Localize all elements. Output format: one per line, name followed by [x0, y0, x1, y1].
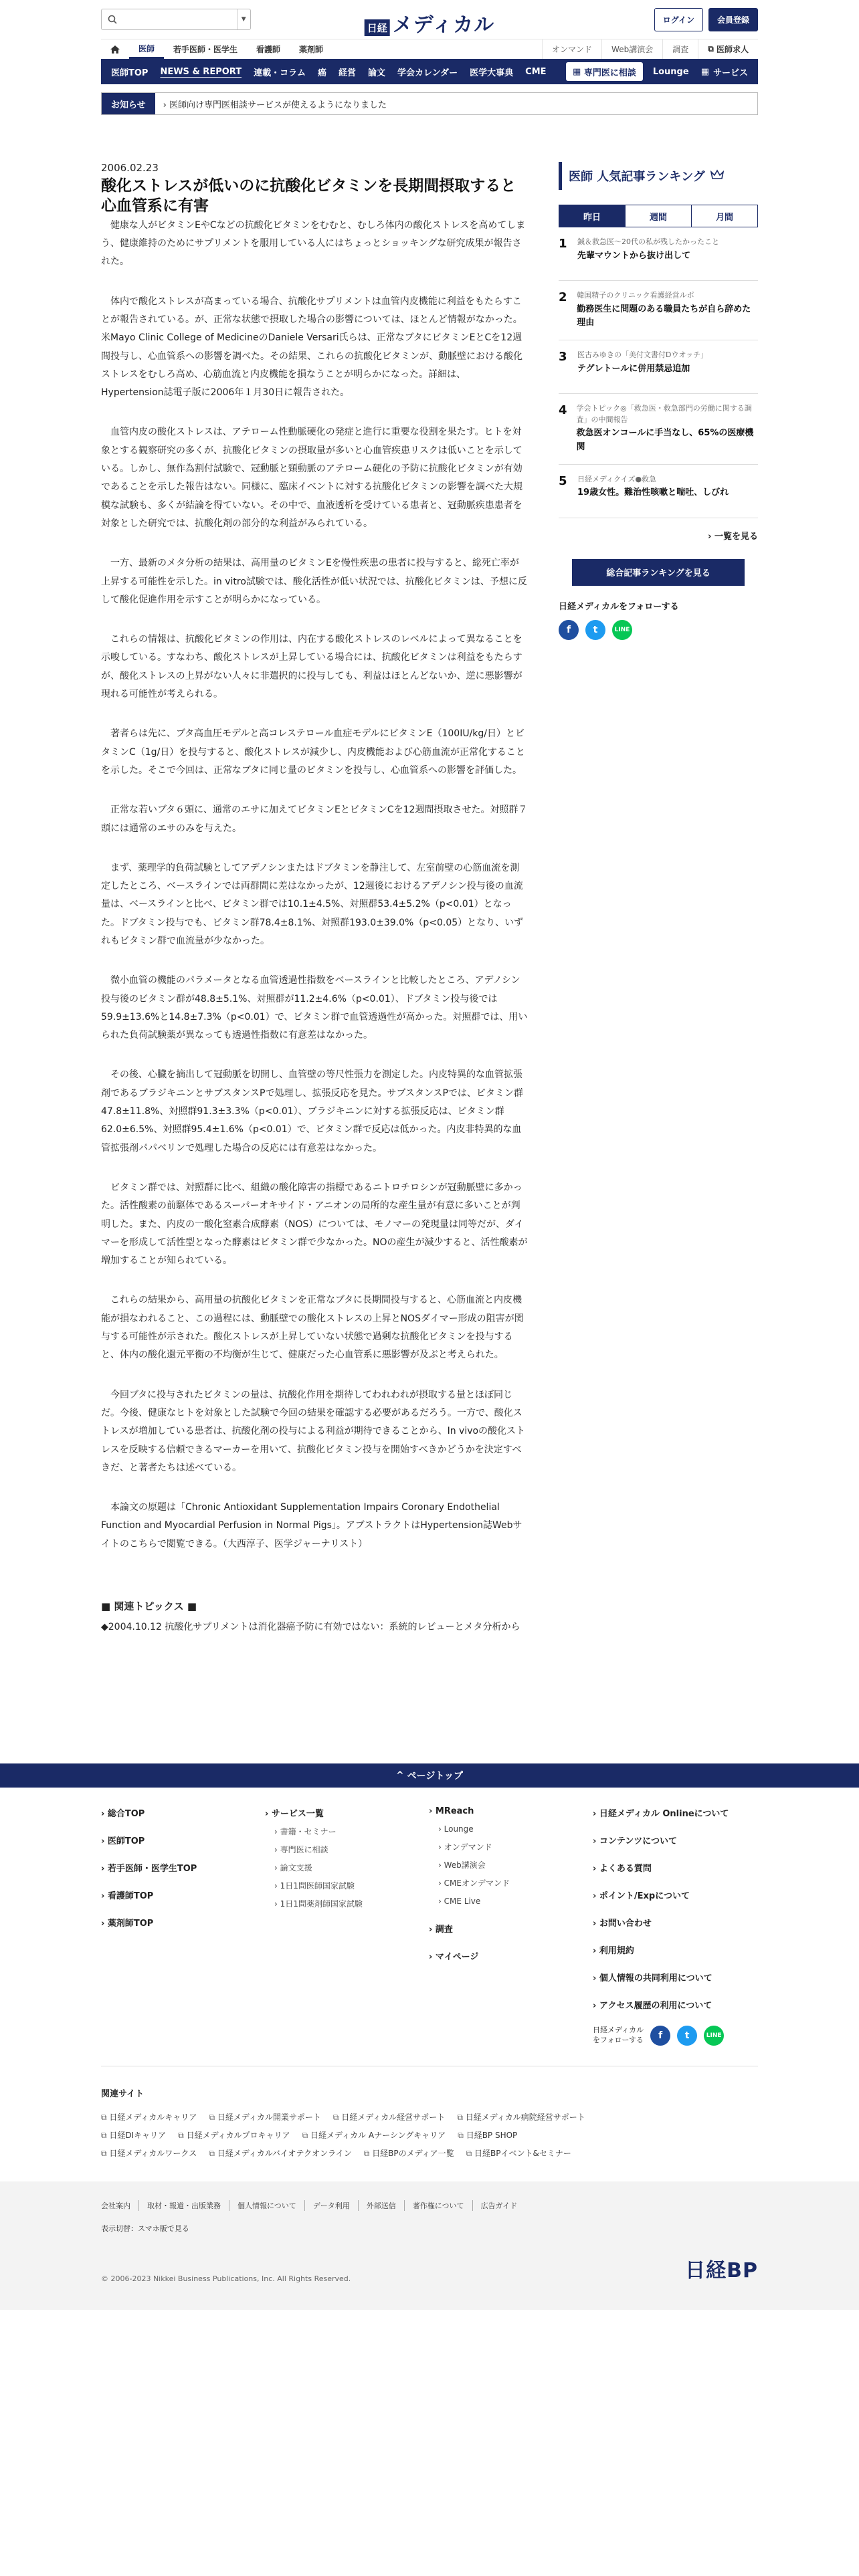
- search-icon[interactable]: [102, 15, 123, 24]
- tab-monthly[interactable]: 月間: [691, 205, 757, 227]
- footer-mreach-link[interactable]: › Lounge: [438, 1823, 593, 1836]
- footer-top-link[interactable]: › 医師TOP: [101, 1834, 265, 1846]
- sub-nav: [101, 59, 758, 84]
- external-link-icon: ⧉: [708, 44, 717, 53]
- article-paragraph: まず、薬理学的負荷試験としてアデノシンまたはドブタミンを静注して、左室前壁の心筋血流を測定したところ、ベースラインでは両群間に差はなかったが、12週後におけるアデノシン投与後の血流量は、ベースラインと比べ、ビタミン群では10.1±4.5%、対照群53.4±5.2%（p<0.01）となった。ドブタミン投与でも、ビタミン群78.4±8.1%、対照群193.0±39.0%（p<0.05）となり、いずれもビタミン群で血流量が少なかった。: [101, 862, 524, 946]
- notice-label: お知らせ: [102, 93, 155, 114]
- footer-bottom-link[interactable]: 著作権について: [404, 2200, 472, 2211]
- login-button[interactable]: ログイン: [654, 8, 703, 31]
- footer-service-link[interactable]: › 書籍・セミナー: [274, 1826, 429, 1838]
- subnav-cme[interactable]: CME: [525, 66, 547, 77]
- footer-info-link[interactable]: › よくある質問: [593, 1861, 757, 1874]
- related-title: ■ 関連トピックス ■: [101, 1600, 197, 1612]
- related-site-link[interactable]: ⧉ 日経メディカル経営サポート: [333, 2111, 445, 2123]
- related-sites-row-1: [101, 2111, 758, 2123]
- footer-info-link[interactable]: › コンテンツについて: [593, 1834, 757, 1846]
- ranking-title-text: 医師 人気記事ランキング: [569, 170, 705, 184]
- search-box[interactable]: [101, 9, 251, 30]
- ranking-series: 学会トピック◎「救急医・救急部門の労働に関する調査」の中間報告: [576, 404, 752, 424]
- article-paragraph: その後、心臓を摘出して冠動脈を切開し、血管壁の等尺性張力を測定した。内皮特異的な血管拡張剤であるブラジキニンとサブスタンスPで処理し、拡張反応を見た。サブスタンスPでは、ビタミン群47.8±11.8%、対照群91.3±3.3%（p<0.01）、ブラジキニンに対する拡張反応は、ビタミン群62.0±6.5%、対照群95.4±1.6%（p<0.01）で、ビタミン群で反応は低かった。内皮非特異的な血管拡張剤パパベリンで処理した場合の反応には有意差はなかった。: [101, 1069, 523, 1154]
- ranking-item[interactable]: [559, 340, 758, 394]
- related-site-link[interactable]: ⧉ 日経メディカルワークス: [101, 2147, 197, 2159]
- related-site-link[interactable]: ⧉ 日経BP SHOP: [458, 2129, 517, 2141]
- footer-service-link[interactable]: › 1日1問医師国家試験: [274, 1880, 429, 1893]
- nav-pharmacist[interactable]: 薬剤師: [299, 45, 324, 54]
- footer-bottom-link[interactable]: 会社案内: [101, 2201, 130, 2210]
- line-icon[interactable]: LINE: [612, 620, 632, 640]
- ranking-headline[interactable]: テグレトールに併用禁忌追加: [577, 363, 690, 374]
- ranking-title: [559, 162, 758, 190]
- footer-service-link[interactable]: › 論文支援: [274, 1862, 429, 1874]
- related-site-link[interactable]: ⧉ 日経メディカル病院経営サポート: [457, 2111, 585, 2123]
- footer-links: [101, 2200, 758, 2211]
- crown-icon: [710, 169, 724, 183]
- ranking-series: 日経メディクイズ●救急: [577, 474, 657, 484]
- ranking-item[interactable]: [559, 227, 758, 281]
- related-topics: [101, 1599, 528, 1636]
- footer-mreach-link[interactable]: › オンデマンド: [438, 1841, 593, 1854]
- tab-yesterday[interactable]: 昨日: [559, 205, 625, 227]
- nav-web-lecture[interactable]: Web講演会: [601, 39, 662, 59]
- ranking-series: 鍼＆救急医〜20代の私が残したかったこと: [577, 237, 719, 246]
- article-paragraph: 正常な若いブタ６頭に、通常のエサに加えてビタミンEとビタミンCを12週間摂取させた。対照群７頭には通常のエサのみを与えた。: [101, 804, 528, 834]
- register-button[interactable]: 会員登録: [708, 8, 758, 31]
- twitter-icon[interactable]: t: [677, 2026, 697, 2046]
- ranking-number: 5: [559, 473, 567, 488]
- related-site-link[interactable]: ⧉ 日経メディカルプロキャリア: [178, 2129, 290, 2141]
- ranking-series: 韓国精子のクリニック看護経営ルポ: [577, 291, 694, 300]
- ranking-series: 医古みゆきの「美付文書付Dウオッチ」: [577, 350, 708, 360]
- footer-mreach-link[interactable]: › CMEオンデマンド: [438, 1877, 593, 1890]
- ranking-text: [577, 474, 729, 508]
- footer-info-links: [593, 1806, 757, 2011]
- subnav-spacer: [553, 59, 566, 84]
- article-paragraph: これらの結果から、高用量の抗酸化ビタミンを正常なブタに長期間投与すると、心筋血流と内皮機能が損なわれること、この過程には、動脈壁での酸化ストレスの上昇とNOSダイマー形成の阻害が関与する可能性が示された。酸化ストレスが上昇していない状態で過剰な抗酸化ビタミンを投与すると、体内の酸化還元平衡の不均衡が生じて、健康だった心血管系に悪影響が及ぶと考えられた。: [101, 1295, 524, 1361]
- related-sites-row-3: [101, 2147, 758, 2159]
- footer-info-link[interactable]: › ポイント/Expについて: [593, 1889, 757, 1901]
- ranking-number: 4: [559, 403, 567, 418]
- expert-icon: ▦: [573, 66, 584, 77]
- footer-service-sub: [274, 1826, 429, 1911]
- more-link[interactable]: [559, 529, 758, 542]
- footer-bottom-link[interactable]: 外部送信: [358, 2200, 404, 2211]
- article-paragraph: 今回ブタに投与されたビタミンの量は、抗酸化作用を期待してわれわれが摂取する量とほぼ同じだ。今後、健康なヒトを対象とした試験で今回の結果を確認する必要があるだろう。一方で、酸化ストレスが増加している患者は、抗酸化剤の投与による利益が期待できることから、In vivoの酸化ストレスを反映する信頼できるマーカーを用いて、抗酸化ビタミン投与を開始すべきかどうかを決定すべきだ、と著者たちは述べている。: [101, 1389, 526, 1473]
- ranking-text: [577, 350, 708, 384]
- chevron-down-icon[interactable]: ▼: [237, 9, 250, 29]
- page-top-button[interactable]: [0, 1763, 859, 1788]
- chevron-up-icon: ^: [396, 1769, 407, 1781]
- article-paragraph: 微小血管の機能のパラメータとなる血管透過性指数をベースラインと比較したところ、アデノシン投与後のビタミン群が48.8±5.1%、対照群が11.2±4.6%（p<0.01）、ドブタミン投与後では59.9±13.6%と14.8±7.3%（p<0.01）で、ビタミン群で血管透過性が高かった。対照群では、用いられた負荷試験薬が異なっても透過性指数に有意差はなかった。: [101, 975, 528, 1041]
- footer-top-link[interactable]: › 総合TOP: [101, 1806, 265, 1819]
- ranking-text: [577, 237, 719, 271]
- footer-sitemap: [101, 1806, 758, 2066]
- subnav-doctor-top[interactable]: 医師TOP: [111, 68, 149, 78]
- twitter-icon[interactable]: t: [585, 620, 605, 640]
- footer-bottom-link[interactable]: 取材・報道・出版業務: [138, 2200, 229, 2211]
- ranking-item[interactable]: [559, 394, 758, 465]
- search-input[interactable]: [123, 10, 237, 29]
- footer-col-4: [593, 1806, 757, 2046]
- footer-mreach-sub: [438, 1823, 593, 1909]
- ranking-text: [577, 290, 758, 330]
- footer-col-1: [101, 1806, 265, 2046]
- sidebar: [559, 162, 758, 1636]
- ranking-number: 1: [559, 237, 567, 251]
- page-top-label: ページトップ: [407, 1770, 463, 1782]
- ranking-tabs: [559, 205, 758, 227]
- footer-info-link[interactable]: › 個人情報の共同利用について: [593, 1971, 757, 1983]
- subnav-cancer[interactable]: 癌: [317, 68, 326, 78]
- article-paragraph: 体内で酸化ストレスが高まっている場合、抗酸化サプリメントは血管内皮機能に利益をもたらすことが報告されている。が、正常な状態で摂取した場合の影響については、ほとんど情報がなかった。米Mayo Clinic College of MedicineのDaniele Versari氏らは、正常なブタにビタミンEとCを12週間投与し、心血管系への影響を調べた。その結果、これらの抗酸化ビタミンが、動脈壁における酸化ストレスをむしろ高め、心筋血流と内皮機能を損なうことが明らかになった。詳細は、Hypertension誌電子版に2006年１月30日に報告された。: [101, 296, 522, 399]
- related-site-link[interactable]: ⧉ 日経メディカル開業サポート: [209, 2111, 320, 2123]
- article-date: 2006.02.23: [101, 162, 159, 174]
- footer-top-link[interactable]: › 薬剤師TOP: [101, 1916, 265, 1929]
- subnav-column[interactable]: 連載・コラム: [254, 68, 306, 78]
- subnav-management[interactable]: 経営: [338, 68, 356, 78]
- ranking-number: 2: [559, 290, 567, 304]
- nav-job-label: 医師求人: [716, 45, 749, 54]
- nav-young-doctor[interactable]: 若手医師・医学生: [173, 45, 238, 54]
- related-site-link[interactable]: ⧉ 日経メディカルキャリア: [101, 2111, 197, 2123]
- related-sites: [101, 2066, 758, 2181]
- top-bar: [101, 0, 758, 39]
- grid-icon: ▦: [700, 66, 709, 77]
- subnav-papers[interactable]: 論文: [367, 68, 385, 78]
- consult-label: 専門医に相談: [583, 68, 636, 78]
- footer-top-link[interactable]: › 看護師TOP: [101, 1889, 265, 1901]
- article-paragraph: ビタミン群では、対照群に比べ、組織の酸化障害の指標であるニトロチロシンが冠動脈壁に多かった。活性酸素の前駆体であるスーパーオキサイド・アニオンの局所的な産生量が有意に多いことが判明した。また、内皮の一酸化窒素合成酵素（NOS）については、モノマーの発現量は同等だが、ダイマーを形成して活性型となった酵素はビタミン群で少なかった。NOの産生が減少すると、活性酸素が増加することが知られている。: [101, 1182, 528, 1267]
- notice-link[interactable]: [155, 98, 387, 110]
- subnav-news[interactable]: NEWS & REPORT: [160, 66, 242, 77]
- footer-bottom-link[interactable]: 個人情報について: [229, 2200, 304, 2211]
- ranking-headline[interactable]: 勤務医生に問題のある職員たちが自ら辞めた理由: [577, 304, 751, 328]
- ranking-item[interactable]: [559, 281, 758, 340]
- chevron-right-icon: ›: [708, 531, 714, 542]
- display-switch[interactable]: 表示切替：スマホ版で見る: [101, 2224, 189, 2233]
- footer-follow-text: 日経メディカル をフォローする: [593, 2026, 644, 2044]
- footer-mreach-link[interactable]: › CME Live: [438, 1895, 593, 1908]
- related-site-link[interactable]: ⧉ 日経メディカル Aナーシングキャリア: [302, 2129, 446, 2141]
- facebook-icon[interactable]: f: [559, 620, 579, 640]
- nav-doctor[interactable]: 医師: [129, 39, 164, 59]
- article-paragraph: 健康な人がビタミンEやCなどの抗酸化ビタミンをむむと、むしろ体内の酸化ストレスを高めてしまう、健康維持のためにサプリメントを服用している人にはちょっとショッキングな研究成果が報告された。: [101, 219, 526, 267]
- footer-top-link[interactable]: › 若手医師・医学生TOP: [101, 1861, 265, 1874]
- footer-service-link[interactable]: › 1日1問薬剤師国家試験: [274, 1898, 429, 1911]
- footer-survey[interactable]: › 調査: [429, 1922, 593, 1935]
- nav-survey[interactable]: 調査: [662, 39, 698, 59]
- footer-mreach-link[interactable]: › Web講演会: [438, 1859, 593, 1872]
- tab-weekly[interactable]: 週間: [625, 205, 691, 227]
- home-icon[interactable]: [101, 39, 129, 59]
- related-site-link[interactable]: ⧉ 日経BPのメディア一覧: [364, 2147, 454, 2159]
- chevron-right-icon: ›: [163, 100, 169, 110]
- subnav-lounge[interactable]: Lounge: [652, 66, 689, 77]
- related-link[interactable]: ◆2004.10.12 抗酸化サプリメントは消化器癌予防に有効ではない：系統的レビューとメタ分析から: [101, 1622, 520, 1632]
- notice-text: 医師向け専門医相談サービスが使えるようになりました: [169, 100, 387, 110]
- line-icon[interactable]: LINE: [704, 2026, 724, 2046]
- article-paragraph: 一方、最新のメタ分析の結果は、高用量のビタミンEを慢性疾患の患者に投与すると、総死亡率が上昇する可能性を示した。in vitro試験では、酸化活性が低い状況では、抗酸化ビタミンは、予想に反して酸化促進作用を示すことが明らかになっている。: [101, 558, 527, 605]
- related-site-link[interactable]: ⧉ 日経メディカルバイオテクオンライン: [209, 2147, 351, 2159]
- notice-bar: [101, 92, 758, 115]
- nikkei-bp-logo[interactable]: 日経BP: [685, 2258, 758, 2282]
- facebook-icon[interactable]: f: [650, 2026, 670, 2046]
- ranking-headline[interactable]: 先輩マウントから抜け出して: [577, 250, 691, 261]
- footer-col-2: [265, 1806, 429, 2046]
- service-label: サービス: [712, 68, 748, 78]
- service-menu[interactable]: [695, 59, 754, 84]
- copyright: © 2006-2023 Nikkei Business Publications, Inc. All Rights Reserved.: [101, 2274, 351, 2283]
- subnav-calendar[interactable]: 学会カレンダー: [397, 68, 458, 78]
- site-logo[interactable]: [365, 8, 495, 37]
- article-paragraph: 血管内皮の酸化ストレスは、アテローム性動脈硬化の発症と進行に重要な役割を果たす。ヒトを対象とする観察研究の多くが、抗酸化ビタミンの摂取量が多いと心血管疾患リスクは低いことを示している。しかし、無作為割付試験で、冠動脈と頸動脈のアテローム硬化の予防に抗酸化ビタミンが有効であることを示した報告はない。同様に、臨床イベントに対する抗酸化ビタミンの影響を調べた大規模な試験も、多くが結論を得ていない。その中で、血液透析を受けている患者と、冠動脈疾患患者を対象とした研究では、抗酸化剤の部分的な利益がみられている。: [101, 427, 522, 529]
- footer-info-link[interactable]: › 利用規約: [593, 1943, 757, 1956]
- footer-info-link[interactable]: › 日経メディカル Onlineについて: [593, 1806, 757, 1819]
- footer-mypage[interactable]: › マイページ: [429, 1949, 593, 1962]
- footer-bottom-link[interactable]: データ利用: [304, 2200, 358, 2211]
- subnav-dictionary[interactable]: 医学大事典: [470, 68, 514, 78]
- social-links: [559, 620, 758, 640]
- overall-ranking-button[interactable]: 総合記事ランキングを見る: [572, 559, 745, 586]
- related-site-link[interactable]: ⧉ 日経BPイベント&セミナー: [466, 2147, 571, 2159]
- footer-col-3: [429, 1806, 593, 2046]
- ranking-item[interactable]: [559, 465, 758, 518]
- footer-service-link[interactable]: › 専門医に相談: [274, 1844, 429, 1856]
- related-sites-row-2: [101, 2129, 758, 2141]
- logo-nikkei: 日経: [365, 19, 390, 36]
- article-paragraph: 本論文の原題は「Chronic Antioxidant Supplementation Impairs Coronary Endothelial Function and Myocardial Perfusion in Normal Pigs」。アブストラクトはHypertension誌Webサイトのこちらで閲覧できる。（大西淳子、医学ジャーナリスト）: [101, 1502, 522, 1549]
- logo-medical: メディカル: [392, 13, 495, 37]
- follow-label: 日経メディカルをフォローする: [559, 601, 679, 612]
- nav-job[interactable]: [698, 39, 758, 59]
- footer-bottom: [0, 2181, 859, 2310]
- footer-info-link[interactable]: › アクセス履歴の利用について: [593, 1998, 757, 2011]
- footer-mreach[interactable]: › MReach: [429, 1806, 593, 1816]
- footer-service-list[interactable]: › サービス一覧: [265, 1806, 429, 1819]
- footer-follow: [593, 2026, 757, 2046]
- nav-nurse[interactable]: 看護師: [256, 45, 281, 54]
- related-sites-title: 関連サイト: [101, 2088, 145, 2099]
- related-site-link[interactable]: ⧉ 日経DIキャリア: [101, 2129, 166, 2141]
- ranking-list: [559, 227, 758, 518]
- consult-button[interactable]: [566, 62, 643, 81]
- ranking-headline[interactable]: 19歳女性。難治性咳嗽と喘吐、しびれ: [577, 488, 729, 498]
- main-nav: [101, 39, 758, 59]
- ranking-number: 3: [559, 350, 567, 364]
- article: [101, 162, 528, 1636]
- nav-ondemand[interactable]: オンマンド: [542, 39, 601, 59]
- article-paragraph: これらの情報は、抗酸化ビタミンの作用は、内在する酸化ストレスのレベルによって異なることを示唆している。すなわち、酸化ストレスが上昇している場合には、抗酸化ビタミンは利益をもたらすが、酸化ストレスの上昇がない人々に非選択的に投与しても、利益はほとんどないか、逆に悪影響が現れる可能性が考えられる。: [101, 634, 522, 700]
- ranking-text: [577, 403, 758, 455]
- article-body: [101, 217, 528, 1553]
- footer-bottom-link[interactable]: 広告ガイド: [472, 2200, 526, 2211]
- more-label: 一覧を見る: [714, 531, 758, 542]
- article-paragraph: 著者らは先に、ブタ高血圧モデルと高コレステロール血症モデルにビタミンE（100IU/kg/日）とビタミンC（1g/日）を投与すると、酸化ストレスが減少し、内皮機能および心筋血流が正常化することを示した。そこで今回は、正常なブタに同じ量のビタミンを投与し、心血管系への影響を評価した。: [101, 728, 525, 776]
- ranking-headline[interactable]: 救急医オンコールに手当なし、65%の医療機関: [576, 428, 754, 452]
- footer-info-link[interactable]: › お問い合わせ: [593, 1916, 757, 1929]
- article-title: 酸化ストレスが低いのに抗酸化ビタミンを長期間摂取すると心血管系に有害: [101, 177, 516, 215]
